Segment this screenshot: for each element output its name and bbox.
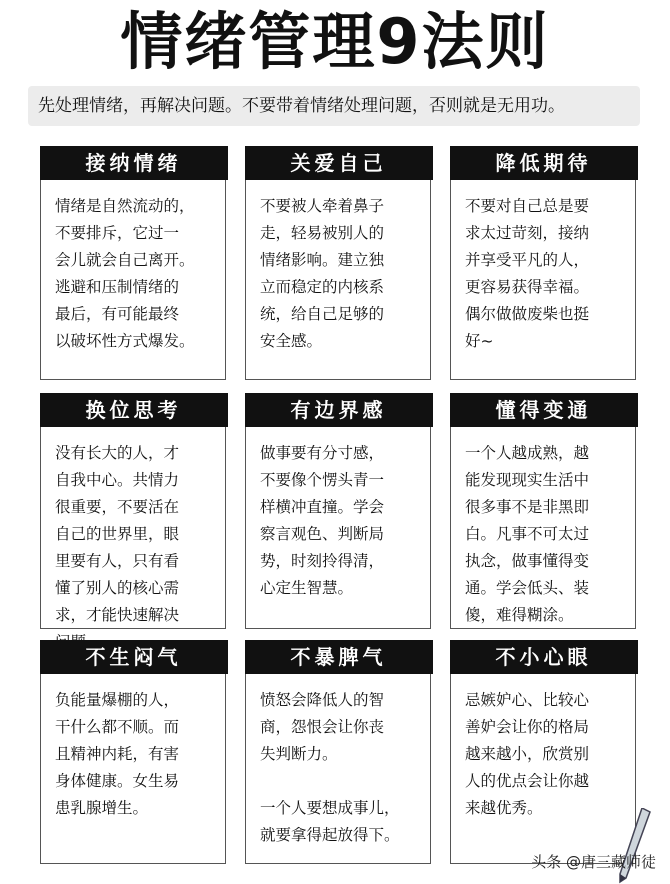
card-heading: 懂得变通 bbox=[450, 393, 638, 427]
card-no-temper bbox=[245, 640, 431, 864]
pen-icon bbox=[612, 808, 652, 884]
card-empathy bbox=[40, 393, 226, 629]
card-body: 忌嫉妒心、比较心 善妒会让你的格局 越来越小，欣赏别 人的优点会让你越 来越优秀。 bbox=[465, 691, 590, 817]
card-body: 不要对自己总是要 求太过苛刻，接纳 并享受平凡的人， 更容易获得幸福。 偶尔做做废柴也挺 好~ bbox=[465, 197, 590, 350]
card-no-sulking bbox=[40, 640, 226, 864]
card-heading: 换位思考 bbox=[40, 393, 228, 427]
card-body: 愤怒会降低人的智 商，怨恨会让你丧 失判断力。 一个人要想成事儿， 就要拿得起放得下。 bbox=[260, 691, 400, 844]
page-title: 情绪管理9法则 bbox=[120, 5, 550, 78]
card-body: 一个人越成熟，越 能发现现实生活中 很多事不是非黑即 白。凡事不可太过 执念，做事懂得变 通。学会低头、装 傻，难得糊涂。 bbox=[465, 444, 590, 624]
subtitle-text: 先处理情绪，再解决问题。不要带着情绪处理问题，否则就是无用功。 bbox=[38, 96, 565, 116]
card-heading: 关爱自己 bbox=[245, 146, 433, 180]
card-body: 情绪是自然流动的， 不要排斥，它过一 会儿就会自己离开。 逃避和压制情绪的 最后，有可能最终 以破坏性方式爆发。 bbox=[55, 197, 195, 350]
card-body: 没有长大的人，才 自我中心。共情力 很重要，不要活在 自己的世界里，眼 里要有人，只有看 懂了别人的核心需 求，才能快速解决 bbox=[55, 444, 180, 624]
watermark-text: 头条 @唐三藏师徒 bbox=[531, 853, 656, 871]
card-lower-expectations bbox=[450, 146, 636, 380]
card-heading: 接纳情绪 bbox=[40, 146, 228, 180]
card-heading: 不小心眼 bbox=[450, 640, 638, 674]
card-boundaries bbox=[245, 393, 431, 629]
card-care-for-self bbox=[245, 146, 431, 380]
card-not-petty bbox=[450, 640, 636, 864]
subtitle-banner bbox=[28, 86, 640, 126]
card-body: 做事要有分寸感， 不要像个愣头青一 样横冲直撞。学会 察言观色、判断局 势，时刻拎得清， 心定生智慧。 bbox=[260, 444, 385, 597]
card-heading: 降低期待 bbox=[450, 146, 638, 180]
card-heading: 有边界感 bbox=[245, 393, 433, 427]
card-accept-emotions bbox=[40, 146, 226, 380]
card-body: 负能量爆棚的人， 干什么都不顺。而 且精神内耗，有害 身体健康。女生易 患乳腺增生。 bbox=[55, 691, 180, 817]
card-flexibility bbox=[450, 393, 636, 629]
card-heading: 不生闷气 bbox=[40, 640, 228, 674]
card-heading: 不暴脾气 bbox=[245, 640, 433, 674]
card-body: 不要被人牵着鼻子 走，轻易被别人的 情绪影响。建立独 立而稳定的内核系 统，给自己足够的 安全感。 bbox=[260, 197, 385, 350]
